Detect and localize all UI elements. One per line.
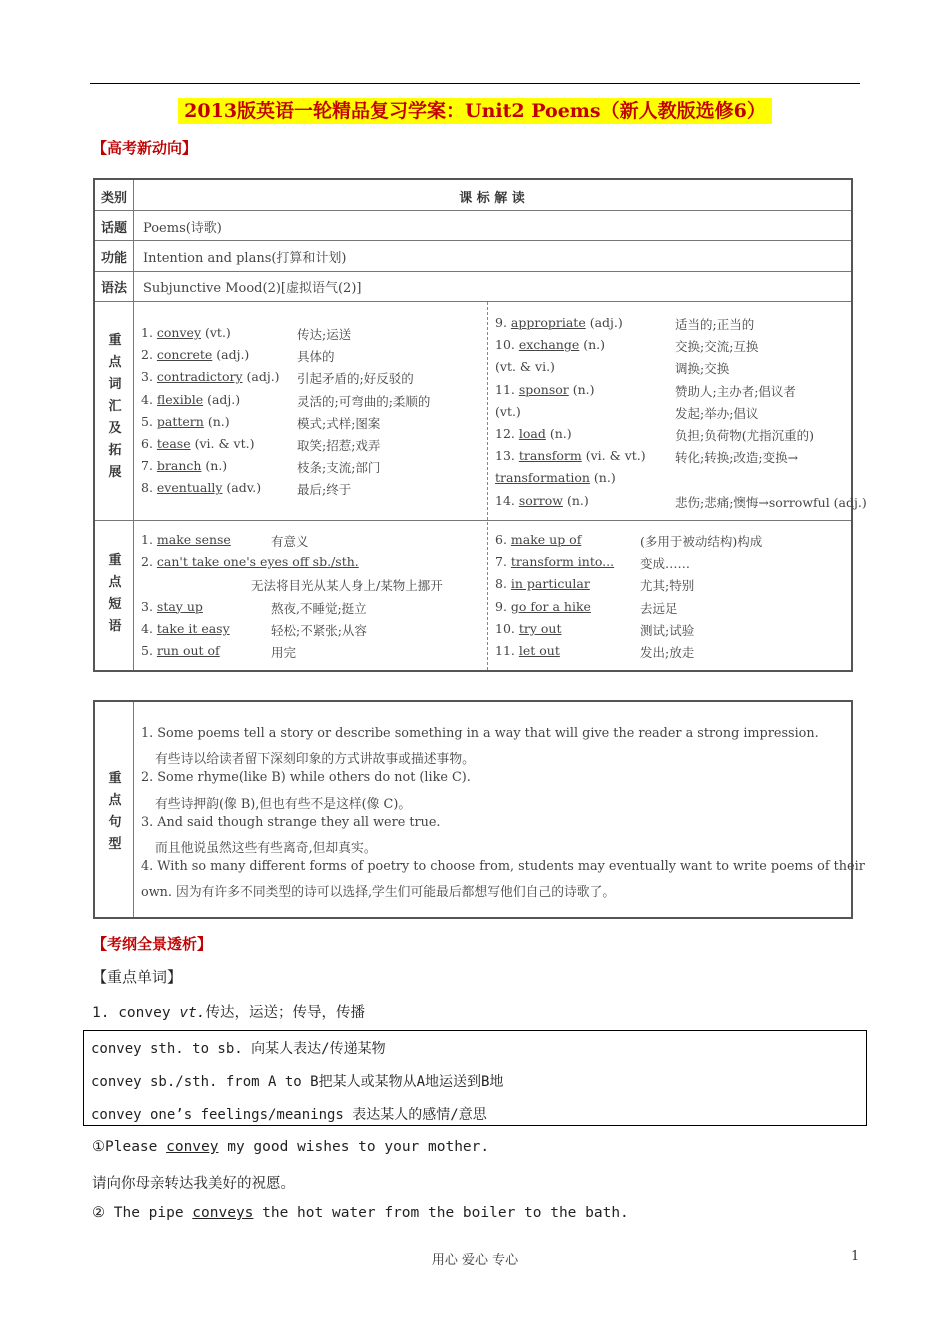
- item-term: try out: [518, 620, 562, 636]
- phrase-item: [495, 599, 591, 614]
- phrase-item: [495, 576, 590, 591]
- item-pos: (n.): [562, 492, 589, 508]
- item-meaning: 引起矛盾的;好反驳的: [297, 371, 414, 387]
- row-function-text: Intention and plans(打算和计划): [143, 251, 347, 266]
- sentence-line: 有些诗以给读者留下深刻印象的方式讲故事或描述事物。: [155, 752, 475, 768]
- item-number: 8.: [141, 480, 157, 496]
- item-term: take it easy: [156, 620, 230, 636]
- item-pos: (n.): [545, 426, 572, 441]
- item-number: 6.: [495, 532, 511, 547]
- usage-box: [83, 1030, 867, 1126]
- item-number: 5.: [141, 643, 157, 658]
- item-number: 1.: [141, 325, 157, 340]
- section-heading-analysis: 【考纲全景透析】: [92, 935, 213, 953]
- vocab-item: [495, 448, 646, 463]
- sentence-label: 重点句型: [108, 771, 122, 852]
- item-term: in particular: [510, 576, 590, 592]
- item-term: contradictory: [156, 369, 243, 385]
- item-pos: (n.): [589, 470, 616, 486]
- item-meaning: 有意义: [271, 534, 309, 549]
- phrase-item: [141, 643, 220, 658]
- item-term: make sense: [156, 532, 231, 547]
- item-meaning: 适当的;正当的: [675, 317, 755, 332]
- item-term: branch: [156, 458, 202, 474]
- item-meaning: 枝条;支流;部门: [297, 460, 381, 476]
- usage-line: convey one’s feelings/meanings 表达某人的感情/意思: [91, 1107, 487, 1123]
- header-category: 类别: [100, 191, 127, 206]
- item-term: sorrow: [518, 492, 563, 508]
- phrase-item: [141, 599, 203, 614]
- sentence-line: 1. Some poems tell a story or describe something in a way that will give the reader a strong impression.: [141, 726, 819, 741]
- vocab-item: [141, 458, 227, 473]
- item-pos: (n.): [201, 458, 228, 474]
- example-sentence-2: ② The pipe conveys the hot water from the boiler to the bath.: [92, 1205, 629, 1221]
- item-pos: (adv.): [222, 480, 262, 496]
- item-pos: (vi. & vt.): [581, 448, 646, 464]
- usage-line: convey sth. to sb. 向某人表达/传递某物: [91, 1041, 386, 1057]
- item-term: exchange: [518, 337, 580, 353]
- item-meaning: 转化;转换;改造;变换→: [675, 450, 799, 466]
- sentence-line: 有些诗押韵(像 B),但也有些不是这样(像 C)。: [155, 796, 412, 812]
- item-meaning: 负担;负荷物(尤指沉重的): [675, 428, 814, 443]
- item-pos: (adj.): [585, 315, 623, 330]
- example-translation-1: 请向你母亲转达我美好的祝愿。: [92, 1176, 295, 1192]
- item-meaning: 测试;试验: [640, 622, 695, 638]
- item-number: 14.: [495, 492, 519, 508]
- item-meaning: 轻松;不紧张;从容: [271, 622, 367, 638]
- item-term: let out: [518, 643, 560, 658]
- vocab-item: [141, 414, 230, 429]
- example-sentence-1: ①Please convey my good wishes to your mother.: [92, 1139, 490, 1155]
- item-meaning: 交换;交流;互换: [675, 339, 759, 355]
- item-term: tease: [156, 436, 191, 451]
- sentence-line: 4. With so many different forms of poetry to choose from, students may eventually want to write poems of their: [141, 859, 865, 875]
- item-term: appropriate: [510, 315, 586, 330]
- item-number: 10.: [495, 620, 519, 636]
- item-meaning: 尤其;特别: [640, 578, 695, 594]
- item-meaning: 模式;式样;图案: [297, 415, 381, 431]
- item-pos: (n.): [203, 413, 230, 429]
- item-term: sponsor: [518, 381, 569, 397]
- item-number: 7.: [141, 458, 157, 474]
- item-number: 3.: [141, 369, 157, 385]
- item-number: 2.: [141, 554, 157, 570]
- item-number: 9.: [495, 315, 511, 330]
- item-number: 5.: [141, 413, 157, 429]
- item-term: pattern: [156, 413, 204, 429]
- item-meaning: 灵活的;可弯曲的;柔顺的: [297, 393, 431, 409]
- page-title: 2013版英语一轮精品复习学案：Unit2 Poems（新人教版选修6）: [0, 98, 950, 124]
- item-pos: (vt.): [495, 403, 521, 419]
- item-term: can't take one's eyes off sb./sth.: [156, 554, 359, 570]
- item-meaning: 调换;交换: [675, 361, 730, 377]
- item-meaning: 赞助人;主办者;倡议者: [675, 383, 796, 399]
- item-term: transform: [518, 448, 582, 464]
- item-meaning: 去远足: [640, 600, 678, 616]
- item-meaning: 最后;终于: [297, 482, 352, 498]
- vocab-item: [141, 369, 280, 384]
- phrase-item: [495, 532, 581, 547]
- item-number: 2.: [141, 347, 157, 363]
- sentence-line: own. 因为有许多不同类型的诗可以选择,学生们可能最后都想写他们自己的诗歌了。: [141, 885, 616, 901]
- item-pos: (vi. & vt.): [190, 436, 255, 451]
- sentence-line: 3. And said though strange they all were true.: [141, 814, 441, 830]
- vocab-item: [141, 325, 231, 340]
- vocab-item: [495, 426, 572, 441]
- item-number: 7.: [495, 554, 511, 570]
- item-term: transform into...: [510, 554, 615, 570]
- item-term: run out of: [156, 643, 220, 658]
- subsection-key-words: 【重点单词】: [92, 968, 183, 986]
- item-term: flexible: [156, 391, 204, 407]
- item-meaning: 用完: [271, 645, 297, 660]
- curriculum-table: [93, 178, 867, 672]
- sentence-patterns-table: [93, 700, 865, 919]
- item-meaning: 取笑;招惹;戏弄: [297, 438, 381, 453]
- item-term: eventually: [156, 480, 223, 496]
- page-footer: 用心 爱心 专心: [431, 1253, 519, 1268]
- item-pos: (adj.): [212, 347, 250, 363]
- word-entry-convey: 1. convey vt.传达，运送；传导，传播: [92, 1005, 366, 1021]
- header-rule: [90, 83, 860, 84]
- section-heading-trends: 【高考新动向】: [92, 139, 198, 157]
- item-term: go for a hike: [510, 598, 591, 614]
- item-number: 11.: [495, 381, 519, 397]
- item-term: convey: [156, 325, 202, 340]
- item-meaning: 发出;放走: [640, 645, 695, 660]
- item-pos: (n.): [579, 337, 606, 353]
- item-number: 4.: [141, 391, 157, 407]
- item-meaning: 熬夜,不睡觉;挺立: [271, 600, 367, 616]
- phrase-item: [495, 643, 560, 658]
- item-number: 13.: [495, 448, 519, 464]
- phrase-item: [495, 554, 614, 569]
- phrase-item: [141, 554, 359, 569]
- item-pos: (vt.): [201, 325, 231, 340]
- vocab-item: [141, 392, 240, 407]
- item-meaning: 传达;运送: [297, 327, 352, 342]
- header-content: 课 标 解 读: [459, 191, 525, 206]
- item-number: 3.: [141, 598, 157, 614]
- row-topic-text: Poems(诗歌): [143, 221, 222, 236]
- vocab-label: 重点词汇及拓展: [108, 333, 122, 480]
- item-number: 8.: [495, 576, 511, 592]
- item-meaning: 具体的: [297, 349, 335, 365]
- item-pos: (adj.): [203, 391, 241, 407]
- vocab-item: [495, 315, 623, 330]
- vocab-item: [141, 480, 261, 495]
- vocab-item: [495, 470, 616, 485]
- item-number: 6.: [141, 436, 157, 451]
- phrase-item: [141, 532, 231, 547]
- usage-line: convey sb./sth. from A to B把某人或某物从A地运送到B地: [91, 1074, 504, 1090]
- row-function-cat: 功能: [100, 251, 127, 266]
- vocab-item: [495, 337, 605, 352]
- item-pos: (adj.): [242, 369, 280, 385]
- row-grammar-text: Subjunctive Mood(2)[虚拟语气(2)]: [143, 281, 362, 296]
- item-meaning: 发起;举办;倡议: [675, 405, 759, 421]
- item-pos: (n.): [568, 381, 595, 397]
- item-meaning: 变成……: [640, 556, 691, 572]
- item-meaning: 无法将目光从某人身上/某物上挪开: [251, 578, 443, 594]
- item-number: 9.: [495, 598, 511, 614]
- item-meaning: 悲伤;悲痛;懊悔→sorrowful (adj.): [675, 494, 867, 510]
- row-grammar-cat: 语法: [100, 281, 127, 296]
- vocab-item: [495, 382, 595, 397]
- sentence-line: 而且他说虽然这些有些离奇,但却真实。: [155, 841, 377, 856]
- item-term: make up of: [510, 532, 582, 547]
- item-term: transformation: [495, 470, 590, 486]
- item-number: 12.: [495, 426, 519, 441]
- vocab-item: [141, 347, 249, 362]
- item-number: 4.: [141, 620, 157, 636]
- vocab-item: [495, 404, 521, 419]
- item-meaning: (多用于被动结构)构成: [640, 534, 763, 549]
- row-topic-cat: 话题: [100, 221, 127, 236]
- vocab-item: [141, 436, 255, 451]
- item-number: 11.: [495, 643, 519, 658]
- item-number: 1.: [141, 532, 157, 547]
- phrase-item: [495, 621, 562, 636]
- item-pos: (vt. & vi.): [495, 359, 555, 375]
- item-term: stay up: [156, 598, 203, 614]
- item-term: load: [518, 426, 546, 441]
- sentence-line: 2. Some rhyme(like B) while others do not (like C).: [141, 770, 471, 786]
- item-number: 10.: [495, 337, 519, 353]
- vocab-item: [495, 359, 555, 374]
- page-number: 1: [851, 1249, 860, 1264]
- phrase-item: [141, 621, 230, 636]
- phrase-label: 重点短语: [108, 553, 122, 634]
- item-term: concrete: [156, 347, 213, 363]
- vocab-item: [495, 493, 589, 508]
